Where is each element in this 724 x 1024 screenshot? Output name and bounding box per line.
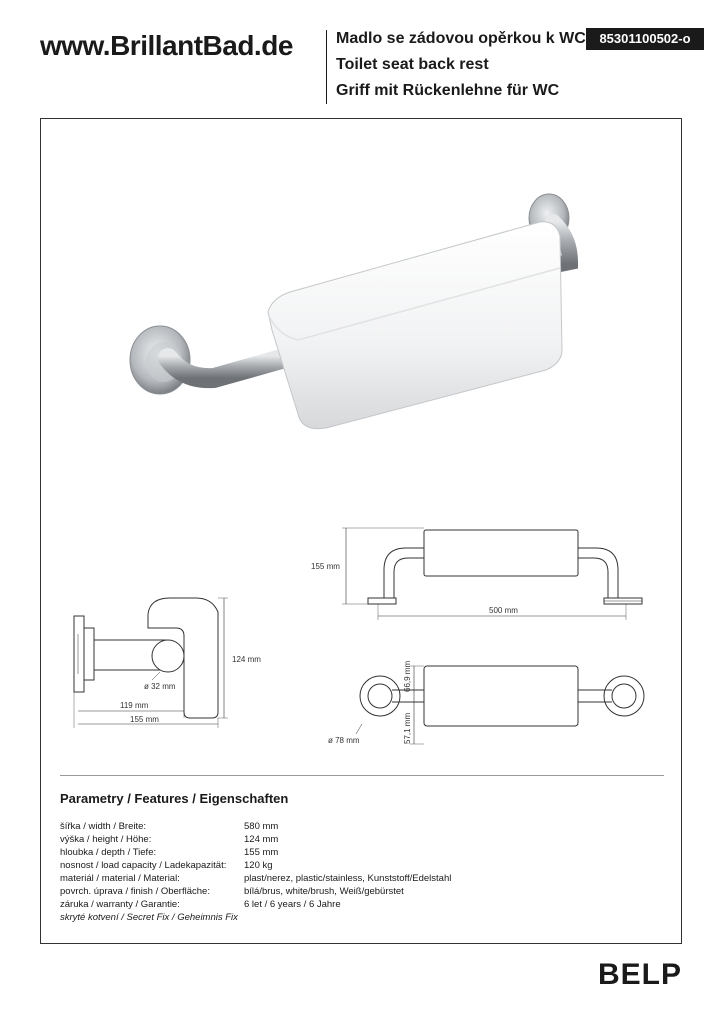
front-width-label: 500 mm bbox=[489, 606, 518, 615]
params-list bbox=[60, 820, 451, 924]
param-row bbox=[60, 846, 451, 859]
param-row bbox=[60, 833, 451, 846]
param-row bbox=[60, 885, 451, 898]
brand-logo-text: BELP bbox=[598, 958, 683, 991]
param-value: plast/nerez, plastic/stainless, Kunststoff/Edelstahl bbox=[244, 873, 452, 884]
side-pipe-dia-label: ø 32 mm bbox=[144, 682, 176, 691]
product-photo bbox=[130, 194, 570, 429]
side-depth-inner-label: 119 mm bbox=[120, 701, 149, 710]
param-label: hloubka / depth / Tiefe: bbox=[60, 847, 157, 858]
site-url: www.BrillantBad.de bbox=[40, 30, 293, 61]
top-view-drawing bbox=[356, 666, 644, 744]
param-row bbox=[60, 820, 451, 833]
product-code-badge: 85301100502-o bbox=[586, 28, 704, 50]
param-value: 120 kg bbox=[244, 860, 273, 871]
param-note: skryté kotvení / Secret Fix / Geheimnis Fix bbox=[60, 912, 238, 923]
param-label: materiál / material / Material: bbox=[60, 873, 180, 884]
title-cz: Madlo se zádovou opěrkou k WC bbox=[336, 30, 586, 47]
param-row bbox=[60, 859, 451, 872]
param-label: výška / height / Höhe: bbox=[60, 834, 152, 845]
top-rosette-dia-label: ø 78 mm bbox=[328, 736, 360, 745]
param-label: povrch. úprava / finish / Oberfläche: bbox=[60, 886, 210, 897]
side-height-label: 124 mm bbox=[232, 655, 261, 664]
param-value: bílá/brus, white/brush, Weiß/gebürstet bbox=[244, 886, 404, 897]
param-row bbox=[60, 872, 451, 885]
front-height-label: 155 mm bbox=[311, 562, 340, 571]
title-en: Toilet seat back rest bbox=[336, 56, 489, 73]
title-de: Griff mit Rückenlehne für WC bbox=[336, 82, 560, 99]
section-divider bbox=[60, 775, 664, 776]
param-value: 580 mm bbox=[244, 821, 279, 832]
top-dim-lower-label: 57,1 mm bbox=[403, 712, 412, 744]
side-view-drawing bbox=[74, 598, 228, 728]
param-value: 124 mm bbox=[244, 834, 279, 845]
top-dim-upper-label: 66,9 mm bbox=[403, 660, 412, 692]
side-depth-outer-label: 155 mm bbox=[130, 715, 159, 724]
param-label: nosnost / load capacity / Ladekapazität: bbox=[60, 860, 227, 871]
param-value: 155 mm bbox=[244, 847, 279, 858]
param-value: 6 let / 6 years / 6 Jahre bbox=[244, 899, 341, 910]
backrest-cushion bbox=[268, 222, 562, 429]
params-heading: Parametry / Features / Eigenschaften bbox=[60, 791, 289, 806]
param-label: šířka / width / Breite: bbox=[60, 821, 147, 832]
param-row bbox=[60, 898, 451, 911]
param-label: záruka / warranty / Garantie: bbox=[60, 899, 180, 910]
